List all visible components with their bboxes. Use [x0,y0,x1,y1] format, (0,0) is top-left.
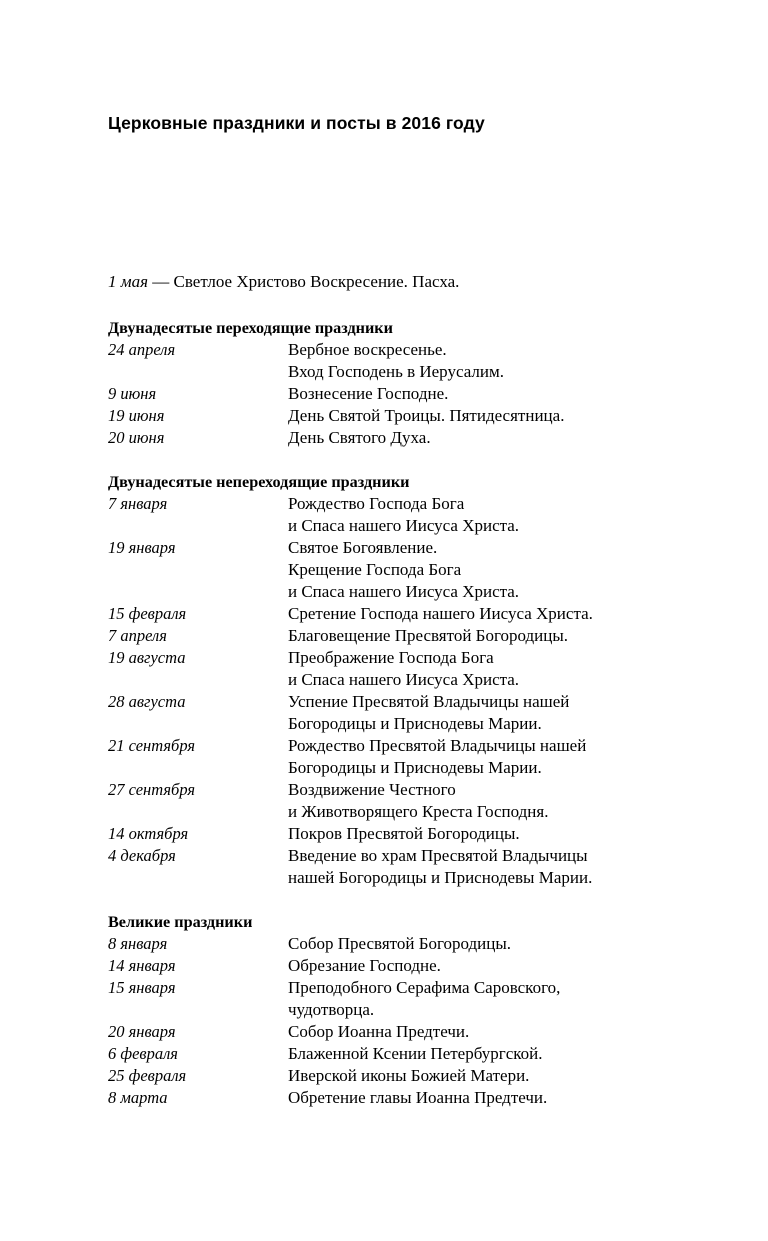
holiday-entry [108,493,688,537]
entry-line [108,1065,688,1087]
entry-description: Покров Пресвятой Богородицы. [288,824,520,843]
entry-line [108,691,688,713]
entry-line [108,977,688,999]
entry-line [108,581,688,603]
entry-line [108,427,688,449]
entry-line [108,757,688,779]
holiday-section [108,911,688,1109]
entry-line [108,735,688,757]
entry-description: Святое Богоявление. [288,538,438,557]
holiday-entry [108,603,688,625]
section-heading: Двунадесятые непереходящие праздники [108,473,410,491]
entry-description: Собор Пресвятой Богородицы. [288,934,512,953]
entry-description: и Животворящего Креста Господня. [288,802,549,821]
entry-description: Преподобного Серафима Саровского, [288,978,561,997]
entry-description: и Спаса нашего Иисуса Христа. [288,582,520,601]
section-heading: Двунадесятые переходящие праздники [108,319,393,337]
entry-description: Воздвижение Честного [288,780,456,799]
entry-description: и Спаса нашего Иисуса Христа. [288,670,520,689]
entry-date: 21 сентября [108,736,196,755]
entry-description: и Спаса нашего Иисуса Христа. [288,516,520,535]
entry-description: Вознесение Господне. [288,384,449,403]
holiday-entry [108,537,688,603]
entry-date: 14 января [108,956,176,975]
entry-description: чудотворца. [288,1000,375,1019]
holiday-entry [108,405,688,427]
entry-date: 15 января [108,978,176,997]
entry-line [108,361,688,383]
entry-line [108,559,688,581]
entry-date: 24 апреля [108,340,176,359]
entry-description: День Святой Троицы. Пятидесятница. [288,406,565,425]
entry-date: 15 февраля [108,604,187,623]
entry-description: Преображение Господа Бога [288,648,494,667]
entry-date: 27 сентября [108,780,196,799]
entry-description: Вербное воскресенье. [288,340,447,359]
entry-line [108,383,688,405]
entry-description: Благовещение Пресвятой Богородицы. [288,626,569,645]
entry-description: Блаженной Ксении Петербургской. [288,1044,543,1063]
entry-line [108,1087,688,1109]
holiday-entry [108,955,688,977]
entry-line [108,1021,688,1043]
entry-date: 14 октября [108,824,189,843]
entry-line [108,515,688,537]
entry-line [108,801,688,823]
holiday-entry [108,1043,688,1065]
entry-line [108,845,688,867]
section-heading: Великие праздники [108,913,253,931]
entry-line [108,999,688,1021]
entry-line [108,603,688,625]
entry-line [108,537,688,559]
holiday-entry [108,1065,688,1087]
sections-list [108,317,688,1109]
entry-date: 4 декабря [108,846,176,865]
entry-line [108,405,688,427]
entry-description: нашей Богородицы и Приснодевы Марии. [288,868,593,887]
entry-line [108,933,688,955]
entry-description: Сретение Господа нашего Иисуса Христа. [288,604,593,623]
entry-date: 20 июня [108,428,165,447]
holiday-section [108,471,688,889]
holiday-entry [108,383,688,405]
entry-date: 9 июня [108,384,157,403]
holiday-entry [108,1087,688,1109]
holiday-entry [108,1021,688,1043]
entry-date: 20 января [108,1022,176,1041]
entry-date: 7 января [108,494,168,513]
entries-list [108,493,688,889]
page-title: Церковные праздники и посты в 2016 году [108,113,485,133]
entry-line [108,867,688,889]
entry-description: День Святого Духа. [288,428,431,447]
pascha-text: Светлое Христово Воскресение. Пасха. [173,272,460,291]
entry-line [108,823,688,845]
entry-line [108,713,688,735]
entry-line [108,493,688,515]
entry-description: Рождество Пресвятой Владычицы нашей [288,736,587,755]
entry-line [108,647,688,669]
entry-description: Рождество Господа Бога [288,494,465,513]
entry-date: 25 февраля [108,1066,187,1085]
entry-description: Вход Господень в Иерусалим. [288,362,504,381]
entry-date: 8 марта [108,1088,168,1107]
entries-list [108,339,688,449]
entry-description: Богородицы и Приснодевы Марии. [288,758,542,777]
holiday-entry [108,845,688,889]
entry-date: 19 января [108,538,176,557]
holiday-entry [108,427,688,449]
holiday-entry [108,691,688,735]
holiday-entry [108,647,688,691]
holiday-entry [108,625,688,647]
pascha-separator: — [148,272,174,291]
holiday-entry [108,339,688,383]
entry-line [108,669,688,691]
holiday-entry [108,977,688,1021]
entry-line [108,1043,688,1065]
entry-date: 28 августа [108,692,186,711]
entry-description: Крещение Господа Бога [288,560,462,579]
holiday-entry [108,779,688,823]
holiday-entry [108,933,688,955]
holiday-entry [108,735,688,779]
entry-description: Успение Пресвятой Владычицы нашей [288,692,570,711]
entry-line [108,955,688,977]
document-content [108,112,688,1109]
entry-description: Собор Иоанна Предтечи. [288,1022,470,1041]
holiday-section [108,317,688,449]
entry-date: 6 февраля [108,1044,178,1063]
entries-list [108,933,688,1109]
entry-line [108,625,688,647]
pascha-lead-line [108,271,688,293]
entry-description: Обретение главы Иоанна Предтечи. [288,1088,548,1107]
entry-line [108,339,688,361]
entry-description: Введение во храм Пресвятой Владычицы [288,846,588,865]
holiday-entry [108,823,688,845]
entry-line [108,779,688,801]
entry-date: 19 июня [108,406,165,425]
entry-description: Обрезание Господне. [288,956,441,975]
entry-date: 19 августа [108,648,186,667]
entry-date: 7 апреля [108,626,167,645]
entry-description: Иверской иконы Божией Матери. [288,1066,530,1085]
entry-description: Богородицы и Приснодевы Марии. [288,714,542,733]
pascha-date: 1 мая [108,272,149,291]
entry-date: 8 января [108,934,168,953]
